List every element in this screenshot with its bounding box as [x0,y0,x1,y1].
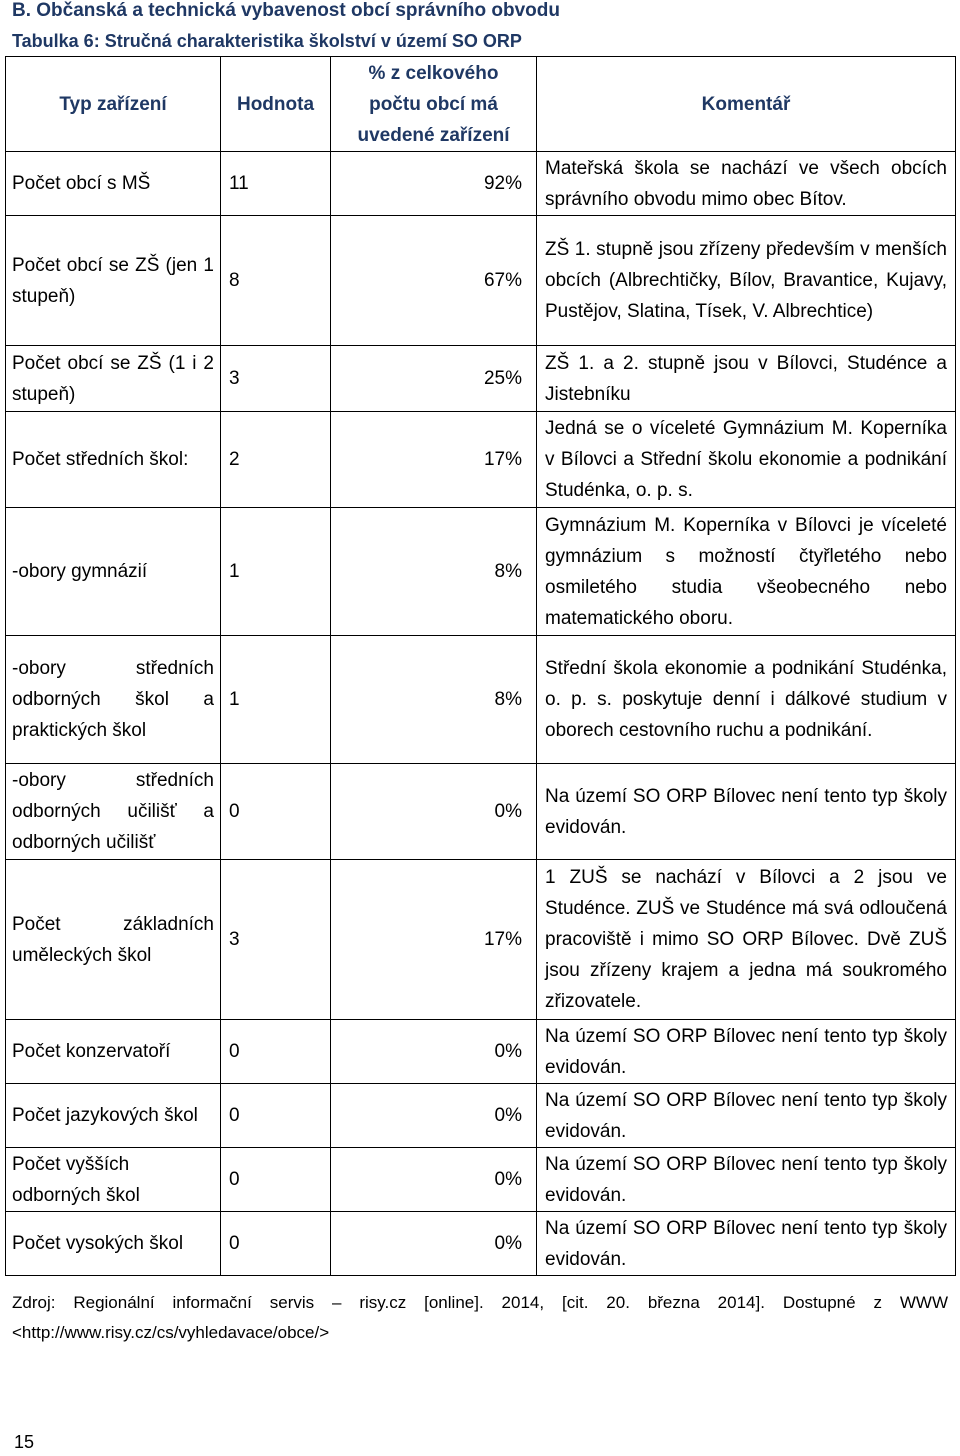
cell-type: Počet obcí se ZŠ (jen 1 stupeň) [6,216,221,346]
cell-comment: Na území SO ORP Bílovec není tento typ školy evidován. [537,1020,956,1084]
cell-percent: 0% [331,1084,537,1148]
cell-type: -obory gymnázií [6,508,221,636]
cell-comment: ZŠ 1. a 2. stupně jsou v Bílovci, Studénce a Jistebníku [537,346,956,412]
cell-type: Počet jazykových škol [6,1084,221,1148]
cell-comment: Mateřská škola se nachází ve všech obcích správního obvodu mimo obec Bítov. [537,152,956,216]
table-row [6,508,956,636]
cell-comment: Gymnázium M. Koperníka v Bílovci je víceleté gymnázium s možností čtyřletého nebo osmiletého studia všeobecného nebo matematického oboru. [537,508,956,636]
cell-type: Počet konzervatoří [6,1020,221,1084]
table-row [6,1020,956,1084]
table-row [6,1084,956,1148]
cell-value: 0 [221,1148,331,1212]
cell-type: -obory středních odborných škol a praktických škol [6,636,221,764]
cell-comment: 1 ZUŠ se nachází v Bílovci a 2 jsou ve Studénce. ZUŠ ve Studénce má svá odloučená pracoviště i mimo SO ORP Bílovec. Dvě ZUŠ jsou zřízeny krajem a jedna má soukromého zřizovatele. [537,860,956,1020]
cell-comment: Na území SO ORP Bílovec není tento typ školy evidován. [537,764,956,860]
header-value: Hodnota [221,57,331,152]
table-caption: Tabulka 6: Stručná charakteristika školství v území SO ORP [12,31,522,51]
cell-value: 0 [221,764,331,860]
source-note: Zdroj: Regionální informační servis – risy.cz [online]. 2014, [cit. 20. března 2014]. Dostupné z WWW <http://www.risy.cz/cs/vyhledavace/obce/> [12,1293,948,1342]
page-number: 15 [14,1432,35,1452]
header-comment: Komentář [537,57,956,152]
header-percent: % z celkového počtu obcí má uvedené zařízení [331,57,537,152]
cell-comment: Na území SO ORP Bílovec není tento typ školy evidován. [537,1212,956,1276]
section-heading: B. Občanská a technická vybavenost obcí správního obvodu [12,0,560,21]
header-row [6,57,956,152]
cell-value: 1 [221,636,331,764]
cell-percent: 0% [331,1212,537,1276]
cell-comment: Střední škola ekonomie a podnikání Studénka, o. p. s. poskytuje denní i dálkové studium v oborech cestovního ruchu a podnikání. [537,636,956,764]
cell-type: Počet vyšších odborných škol [6,1148,221,1212]
cell-type: Počet obcí s MŠ [6,152,221,216]
cell-type: Počet středních škol: [6,412,221,508]
table-row [6,216,956,346]
cell-percent: 25% [331,346,537,412]
table-row [6,1212,956,1276]
cell-value: 1 [221,508,331,636]
cell-percent: 0% [331,764,537,860]
cell-value: 8 [221,216,331,346]
cell-value: 0 [221,1084,331,1148]
cell-value: 2 [221,412,331,508]
header-type: Typ zařízení [6,57,221,152]
cell-value: 0 [221,1020,331,1084]
table-row [6,346,956,412]
table-row [6,860,956,1020]
cell-comment: Na území SO ORP Bílovec není tento typ školy evidován. [537,1084,956,1148]
table-row [6,764,956,860]
cell-type: Počet základních uměleckých škol [6,860,221,1020]
cell-type: Počet vysokých škol [6,1212,221,1276]
cell-percent: 17% [331,860,537,1020]
cell-comment: Jedná se o víceleté Gymnázium M. Koperníka v Bílovci a Střední školu ekonomie a podnikání Studénka, o. p. s. [537,412,956,508]
cell-percent: 92% [331,152,537,216]
cell-percent: 8% [331,508,537,636]
cell-value: 3 [221,860,331,1020]
cell-type: -obory středních odborných učilišť a odborných učilišť [6,764,221,860]
cell-percent: 17% [331,412,537,508]
cell-value: 3 [221,346,331,412]
schools-table-container [5,56,955,1276]
cell-value: 11 [221,152,331,216]
cell-value: 0 [221,1212,331,1276]
table-row [6,1148,956,1212]
cell-percent: 67% [331,216,537,346]
cell-percent: 0% [331,1148,537,1212]
table-row [6,636,956,764]
table-row [6,412,956,508]
cell-comment: Na území SO ORP Bílovec není tento typ školy evidován. [537,1148,956,1212]
table-row [6,152,956,216]
cell-percent: 0% [331,1020,537,1084]
cell-comment: ZŠ 1. stupně jsou zřízeny především v menších obcích (Albrechtičky, Bílov, Bravantice, Kujavy, Pustějov, Slatina, Tísek, V. Albrechtice) [537,216,956,346]
schools-table [5,56,956,1276]
cell-percent: 8% [331,636,537,764]
cell-type: Počet obcí se ZŠ (1 i 2 stupeň) [6,346,221,412]
